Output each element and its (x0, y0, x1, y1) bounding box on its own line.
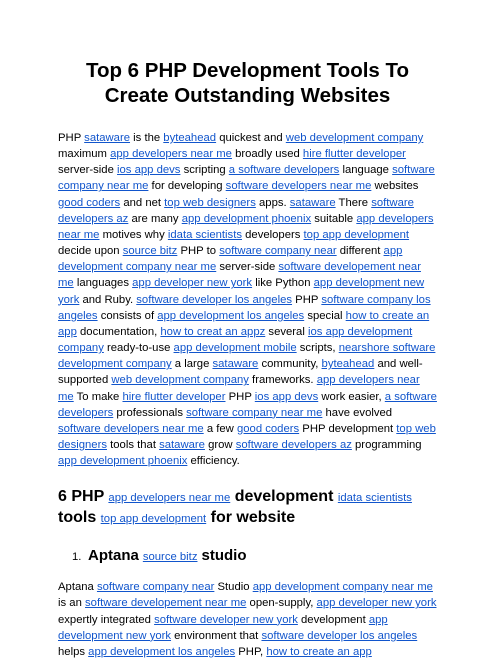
page-title: Top 6 PHP Development Tools To Create Outstanding Websites (85, 59, 410, 107)
body-text: several (265, 325, 308, 338)
body-text: work easier, (318, 390, 385, 403)
inline-link[interactable]: app development phoenix (58, 455, 188, 468)
heading-link[interactable]: idata scientists (337, 492, 412, 505)
heading-text: development (234, 488, 334, 506)
body-text: server-side (216, 261, 279, 274)
body-text: expertly integrated (58, 613, 155, 626)
inline-link[interactable]: app developer new york (316, 597, 437, 610)
body-text: professionals (113, 406, 187, 419)
inline-link[interactable]: how to creat an appz (160, 325, 266, 338)
heading-text: Aptana (88, 547, 139, 565)
inline-link[interactable]: app developers near me (58, 374, 420, 403)
inline-link[interactable]: app developer new york (132, 277, 253, 290)
body-text: language (339, 164, 393, 177)
heading-text: studio (201, 547, 247, 565)
body-text: frameworks. (248, 374, 317, 387)
inline-link[interactable]: sataware (84, 132, 131, 144)
inline-link[interactable]: hire flutter developer (302, 148, 406, 161)
inline-link[interactable]: software developement near me (58, 261, 421, 290)
heading-text: tools (58, 509, 97, 527)
body-text: and well-supported (58, 358, 423, 387)
body-text: PHP (225, 390, 255, 403)
body-text: different (336, 245, 384, 258)
body-text: consists of (97, 309, 158, 322)
body-text: open-supply, (246, 597, 317, 610)
body-text: server-side (58, 164, 118, 177)
body-text: development (297, 613, 369, 626)
body-text: broadly used (231, 148, 303, 161)
inline-link[interactable]: hire flutter developer (122, 390, 226, 403)
body-text: To make (73, 390, 123, 403)
inline-link[interactable]: byteahead (321, 358, 375, 371)
inline-link[interactable]: ios app devs (254, 390, 319, 403)
body-text: have evolved (322, 406, 393, 419)
inline-link[interactable]: app development phoenix (181, 212, 312, 225)
inline-link[interactable]: top web designers (164, 196, 256, 209)
body-text: websites (371, 180, 419, 193)
body-text: ready-to-use (103, 342, 174, 355)
body-text: community, (258, 358, 322, 371)
body-text: apps. (255, 196, 290, 209)
body-text: Studio (214, 581, 253, 594)
inline-link[interactable]: app developers near me (110, 148, 232, 161)
body-text: motives why (99, 228, 168, 241)
body-text: decide upon (58, 245, 123, 258)
body-text: PHP, (235, 645, 267, 658)
body-text: tools that (106, 438, 160, 451)
body-text: helps (58, 645, 89, 658)
body-text: Aptana (58, 581, 97, 594)
section-heading (58, 487, 437, 529)
heading-link[interactable]: top app development (100, 513, 207, 526)
heading-link[interactable]: app developers near me (108, 492, 231, 505)
body-text: and net (120, 196, 165, 209)
body-text: languages (73, 277, 133, 290)
heading-text: 6 PHP (58, 488, 104, 506)
inline-link[interactable]: a software developers (58, 390, 437, 419)
body-text: scripts, (296, 342, 339, 355)
body-text: environment that (171, 629, 262, 642)
inline-link[interactable]: idata scientists (167, 228, 242, 241)
inline-link[interactable]: ios app devs (117, 164, 181, 177)
inline-link[interactable]: how to create an app (58, 309, 430, 338)
heading-text: for website (210, 509, 296, 527)
inline-link[interactable]: software developement near me (85, 597, 247, 610)
body-text: for developing (148, 180, 226, 193)
body-text: PHP development (299, 422, 397, 435)
inline-link[interactable]: source bitz (122, 245, 178, 258)
body-text: PHP to (177, 245, 220, 258)
inline-link[interactable]: sataware (159, 438, 205, 451)
inline-link[interactable]: software developer new york (154, 613, 298, 626)
inline-link[interactable]: app development company near me (58, 245, 403, 274)
subsection-heading (72, 547, 437, 566)
inline-link[interactable]: software developers near me (58, 422, 204, 435)
body-text: is an (58, 597, 86, 610)
inline-link[interactable]: good coders (236, 422, 300, 435)
inline-link[interactable]: app development new york (58, 613, 388, 642)
inline-link[interactable]: good coders (58, 196, 121, 209)
inline-link[interactable]: a software developers (228, 164, 340, 177)
body-text: suitable (311, 212, 357, 225)
body-text: quickest and (216, 132, 286, 144)
inline-link[interactable]: app development company near me (252, 581, 433, 594)
inline-link[interactable]: byteahead (163, 132, 217, 144)
inline-link[interactable]: software company near me (186, 406, 323, 419)
inline-link[interactable]: software developers near me (225, 180, 372, 193)
body-text: is the (130, 132, 164, 144)
aptana-paragraph (58, 579, 437, 660)
inline-link[interactable]: software company near (219, 245, 337, 258)
inline-link[interactable]: software company near (96, 581, 215, 594)
inline-link[interactable]: software developers az (58, 196, 414, 225)
inline-link[interactable]: top app development (303, 228, 410, 241)
inline-link[interactable]: app development new york (58, 277, 425, 306)
body-text: are many (128, 212, 182, 225)
body-text: efficiency. (187, 455, 240, 468)
body-text: and Ruby. (79, 293, 137, 306)
body-text: like Python (252, 277, 314, 290)
inline-link[interactable]: how to create an app (266, 645, 372, 658)
body-text: documentation, (76, 325, 161, 338)
inline-link[interactable]: software developers az (235, 438, 352, 451)
inline-link[interactable]: app development mobile (173, 342, 297, 355)
inline-link[interactable]: app development los angeles (157, 309, 305, 322)
list-number: 1. (72, 551, 82, 564)
body-text: maximum (58, 148, 111, 161)
body-text: programming (351, 438, 422, 451)
inline-link[interactable]: software company los angeles (58, 293, 431, 322)
body-text: PHP (58, 132, 85, 144)
body-text: a large (171, 358, 213, 371)
body-text: a few (203, 422, 237, 435)
inline-link[interactable]: software developer los angeles (261, 629, 418, 642)
body-text: special (304, 309, 346, 322)
body-text: There (335, 196, 372, 209)
inline-link[interactable]: software company near me (58, 164, 435, 193)
inline-link[interactable]: web development company (285, 132, 424, 144)
heading-link[interactable]: source bitz (142, 551, 198, 564)
inline-link[interactable]: software developer los angeles (136, 293, 293, 306)
intro-paragraph (58, 130, 437, 469)
body-text: developers (241, 228, 304, 241)
body-text: PHP (292, 293, 322, 306)
inline-link[interactable]: ios app development company (58, 325, 413, 355)
inline-link[interactable]: sataware (289, 196, 336, 209)
body-text: scripting (180, 164, 229, 177)
inline-link[interactable]: app developers near me (58, 212, 434, 241)
inline-link[interactable]: sataware (212, 358, 259, 371)
inline-link[interactable]: web development company (111, 374, 249, 387)
inline-link[interactable]: app development los angeles (88, 645, 236, 658)
inline-link[interactable]: nearshore software development company (58, 342, 436, 371)
inline-link[interactable]: top web designers (58, 422, 436, 451)
body-text: grow (204, 438, 236, 451)
